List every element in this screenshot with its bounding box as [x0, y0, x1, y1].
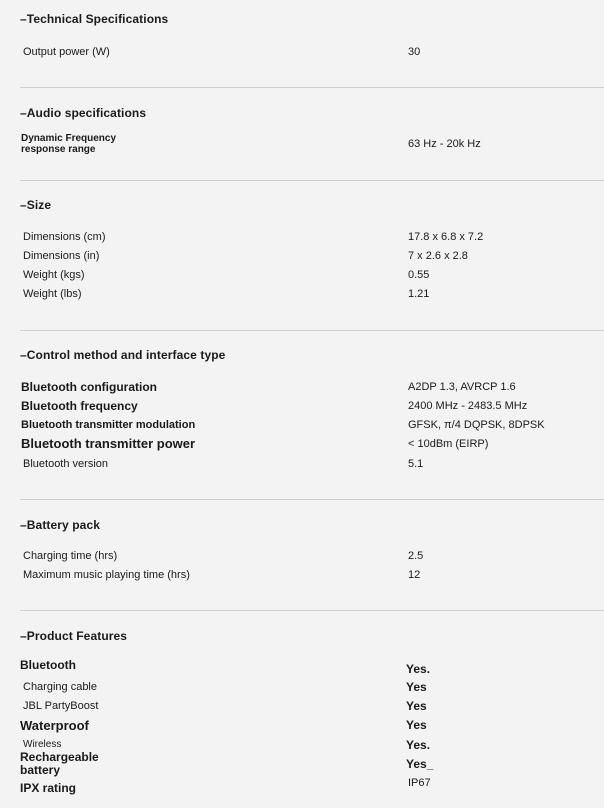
spec-label: Dynamic Frequency response range — [21, 133, 117, 155]
section-divider — [20, 499, 604, 500]
spec-value: Yes — [406, 680, 427, 694]
section-title-audio-specifications: –Audio specifications — [20, 106, 147, 120]
section-title-battery-pack: –Battery pack — [20, 518, 101, 532]
spec-label: IPX rating — [20, 781, 77, 795]
spec-label: Waterproof — [20, 718, 89, 733]
section-title-technical-specifications: –Technical Specifications — [20, 12, 169, 26]
spec-label: Weight (kgs) — [23, 269, 85, 281]
section-divider — [20, 610, 604, 611]
spec-value: Yes — [406, 718, 427, 732]
section-divider — [20, 180, 604, 181]
section-title-control-method: –Control method and interface type — [20, 348, 226, 362]
spec-value: 0.55 — [408, 269, 430, 281]
spec-value: Yes. — [406, 738, 431, 752]
section-divider — [20, 87, 604, 88]
spec-value: IP67 — [408, 777, 431, 789]
spec-label: Weight (lbs) — [23, 288, 82, 300]
spec-label: Dimensions (cm) — [23, 231, 106, 243]
spec-value: 7 x 2.6 x 2.8 — [408, 250, 468, 262]
spec-label: Charging cable — [23, 681, 97, 693]
section-divider — [20, 330, 604, 331]
spec-value: 63 Hz - 20k Hz — [408, 138, 481, 150]
spec-label: Dimensions (in) — [23, 250, 100, 262]
spec-label: Charging time (hrs) — [23, 550, 118, 562]
spec-label: Wireless — [23, 739, 62, 750]
spec-value: A2DP 1.3, AVRCP 1.6 — [408, 381, 516, 393]
spec-value: 12 — [408, 569, 421, 581]
spec-value: 2.5 — [408, 550, 424, 562]
spec-value: 30 — [408, 46, 421, 58]
spec-label: Bluetooth version — [23, 458, 108, 470]
spec-value: 5.1 — [408, 458, 424, 470]
spec-value: GFSK, π/4 DQPSK, 8DPSK — [408, 419, 545, 431]
spec-value: Yes — [406, 699, 427, 713]
spec-label: Maximum music playing time (hrs) — [23, 569, 190, 581]
section-title-size: –Size — [20, 198, 52, 212]
spec-label: Rechargeable battery — [20, 750, 99, 777]
spec-label: Bluetooth frequency — [21, 399, 138, 413]
spec-value: 1.21 — [408, 288, 430, 300]
spec-label: Bluetooth transmitter power — [21, 436, 196, 451]
section-title-product-features: –Product Features — [20, 629, 128, 643]
spec-value: Yes. — [406, 662, 431, 676]
spec-label: Bluetooth transmitter modulation — [21, 419, 196, 431]
spec-value: < 10dBm (EIRP) — [408, 438, 489, 450]
spec-label: Bluetooth configuration — [21, 380, 157, 394]
spec-label: JBL PartyBoost — [23, 700, 99, 712]
spec-label: Bluetooth — [20, 658, 76, 672]
spec-label: Output power (W) — [23, 46, 110, 58]
spec-value: 17.8 x 6.8 x 7.2 — [408, 231, 484, 243]
spec-value: 2400 MHz - 2483.5 MHz — [408, 400, 528, 412]
spec-value: Yes_ — [406, 757, 434, 771]
